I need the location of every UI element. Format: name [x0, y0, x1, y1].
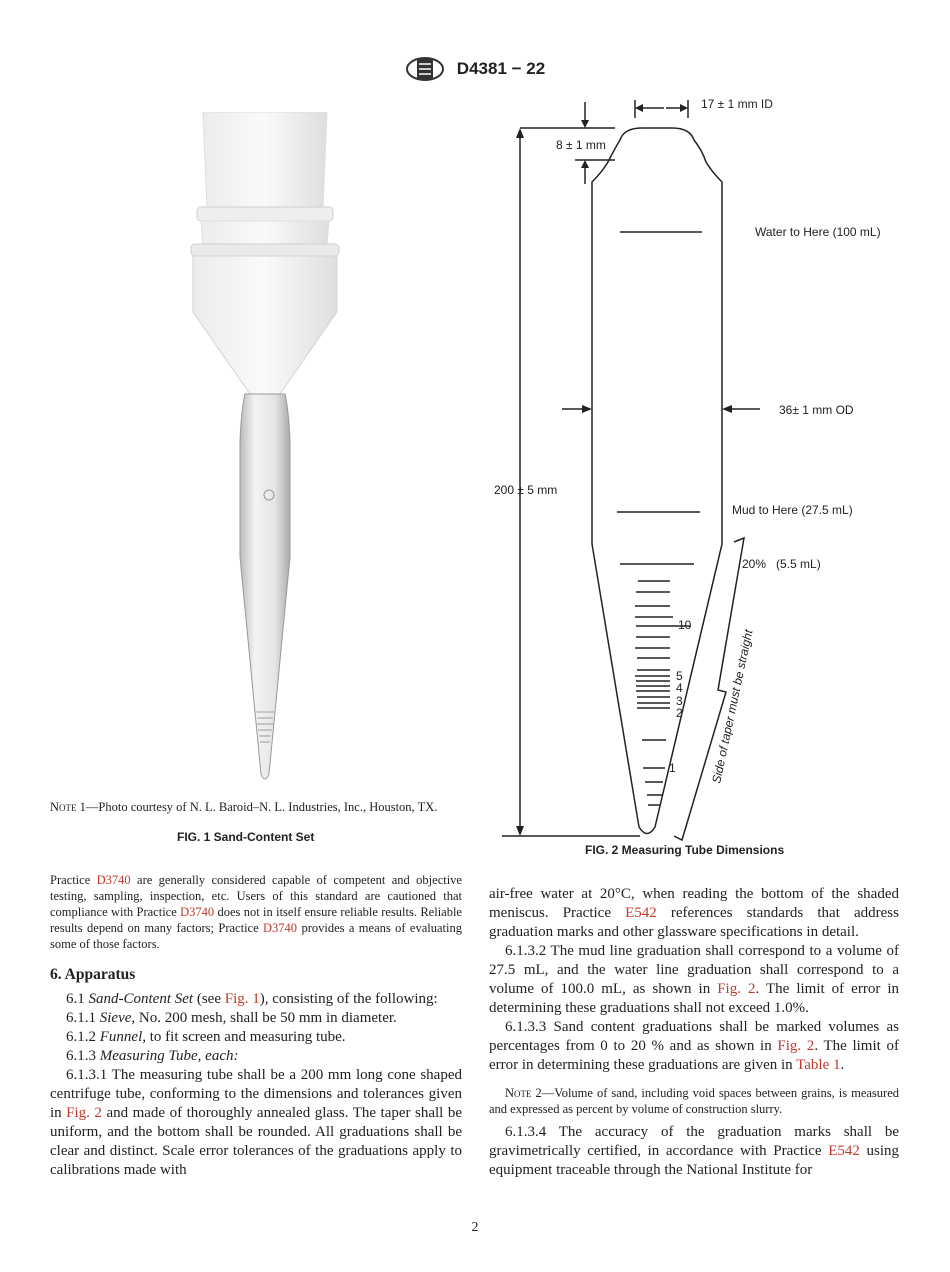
- designation: D4381 − 22: [456, 59, 546, 78]
- ref-fig1[interactable]: Fig. 1: [224, 991, 260, 1007]
- para-6-1-3-1: 6.1.3.1 The measuring tube shall be a 200 mm long cone shaped centrifuge tube, conforming to the dimensions and tolerances given in Fig. 2 and made of thoroughly annealed glass. The taper shall be uniform, and the bottom shall be rounded. All graduations shall be clear and distinct. Scale error tolerances of the graduations apply to calibrations made with: [50, 1067, 462, 1178]
- para-6-1-3-4: 6.1.3.4 The accuracy of the graduation marks shall be gravimetrically certified, in accordance with Practice E542 using equipment traceable through the National Institute for: [489, 1124, 899, 1178]
- section-heading: 6. Apparatus: [50, 966, 136, 983]
- para-6-1-3: 6.1.3 Measuring Tube, each:: [66, 1048, 239, 1064]
- grad-1-label: 1: [669, 761, 676, 775]
- intro-paragraph: Practice D3740 are generally considered capable of competent and objective testing, sampling, inspection, etc. Users of this standard are cautioned that compliance with Practice D3740 does not in itself ensure reliable results. Reliable results depend on many factors; Practice D3740 provides a means of evaluating some of those factors.: [50, 873, 462, 951]
- od-label: 36± 1 mm OD: [779, 403, 854, 417]
- page-number: 2: [471, 1220, 479, 1235]
- mud-label: Mud to Here (27.5 mL): [732, 503, 853, 517]
- note-2: Note 2—Volume of sand, including void spaces between grains, is measured and expressed as percent by volume of construction slurry.: [489, 1086, 899, 1116]
- neck-label: 8 ± 1 mm: [556, 138, 606, 152]
- pct20-label: 20% (5.5 mL): [742, 557, 821, 571]
- ref-e542[interactable]: E542: [625, 905, 657, 921]
- water-label: Water to Here (100 mL): [755, 225, 881, 239]
- ref-e542[interactable]: E542: [828, 1143, 860, 1159]
- ref-table1[interactable]: Table 1: [796, 1057, 841, 1073]
- ref-fig2[interactable]: Fig. 2: [717, 981, 756, 997]
- fig1-note: Note 1—Photo courtesy of N. L. Baroid–N. L. Industries, Inc., Houston, TX.: [50, 800, 438, 814]
- fig1-caption: FIG. 1 Sand-Content Set: [177, 830, 315, 844]
- grad-3-label: 3: [676, 694, 683, 708]
- ref-fig2[interactable]: Fig. 2: [66, 1105, 102, 1121]
- sand-content-set-photo: [185, 112, 345, 787]
- grad-2-label: 2: [676, 706, 683, 720]
- page-header: [0, 56, 950, 82]
- para-6-1-3-2: 6.1.3.2 The mud line graduation shall correspond to a volume of 27.5 mL, and the water line graduation shall correspond to a volume of 100.0 mL, as shown in Fig. 2. The limit of error in determining these graduations shall not exceed 1.0%.: [489, 943, 899, 1016]
- tube-outline: [592, 128, 722, 834]
- grad-4-label: 4: [676, 681, 683, 695]
- para-continued: air-free water at 20°C, when reading the bottom of the shaded meniscus. Practice E542 references standards that address graduation marks and other glassware specifications in detail.: [489, 886, 899, 940]
- para-6-1-3-3: 6.1.3.3 Sand content graduations shall be marked volumes as percentages from 0 to 20 % and as shown in Fig. 2. The limit of error in determining these graduations are given in Table 1.: [489, 1019, 899, 1073]
- measuring-tube-diagram: [480, 92, 920, 848]
- ref-d3740[interactable]: D3740: [180, 905, 215, 919]
- grad-5-label: 5: [676, 669, 683, 683]
- ref-d3740[interactable]: D3740: [263, 921, 298, 935]
- id-label: 17 ± 1 mm ID: [701, 97, 773, 111]
- para-6-1-1: 6.1.1 Sieve, No. 200 mesh, shall be 50 mm in diameter.: [66, 1010, 397, 1026]
- length-label: 200 ± 5 mm: [494, 483, 558, 497]
- para-6-1: 6.1 Sand-Content Set (see Fig. 1), consisting of the following:: [66, 991, 438, 1007]
- grad-10-label: 10: [678, 618, 692, 632]
- astm-logo: [405, 56, 445, 82]
- ref-d3740[interactable]: D3740: [96, 873, 131, 887]
- fig2-caption: FIG. 2 Measuring Tube Dimensions: [585, 843, 785, 857]
- right-column: [489, 885, 899, 1180]
- ref-fig2[interactable]: Fig. 2: [777, 1038, 815, 1054]
- taper-label: Side of taper must be straight: [709, 628, 756, 785]
- left-column: [50, 872, 462, 1180]
- para-6-1-2: 6.1.2 Funnel, to fit screen and measuring tube.: [66, 1029, 346, 1045]
